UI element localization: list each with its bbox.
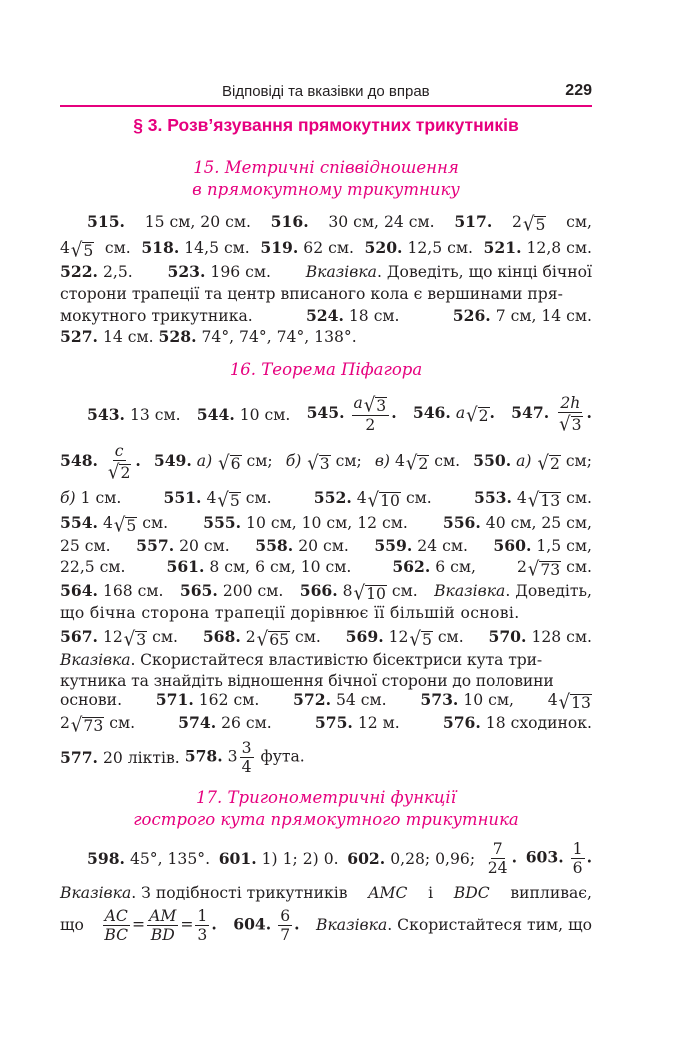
- answer-item: 548. c √ 2 .: [60, 442, 141, 484]
- answer-item: 554. 4 √ 5 см.: [60, 513, 169, 537]
- fraction: 2h √ 3: [559, 394, 582, 436]
- math-term: AMC: [368, 884, 408, 902]
- answer-item: 553. 4 √ 13 см.: [473, 488, 592, 512]
- answer-item: 598. 45°, 135°.: [87, 848, 211, 868]
- answer-line: [60, 581, 592, 603]
- answer-item: 604. $\frac{6}{7}$ .: [233, 906, 300, 944]
- subsection-16-title: 16. Теорема Піфагора: [229, 360, 423, 379]
- answer-item: б) 1 см.: [60, 489, 122, 507]
- answer-line: [60, 735, 592, 779]
- text-fragment: що: [60, 916, 84, 934]
- answer-value: 2 √ 5: [512, 212, 546, 236]
- answer-item: 558. 20 см.: [255, 536, 349, 555]
- answer-number: 516.: [270, 212, 309, 231]
- answer-line: [60, 488, 592, 510]
- running-header: [60, 80, 592, 104]
- answer-item: 573. 10 см,: [420, 690, 514, 709]
- answer-item: 518. 14,5 см.: [141, 238, 250, 257]
- answer-item: 549. а) √ 6 см;: [153, 451, 273, 475]
- math-expression: $\frac{AC}{BC}$ = $\frac{AM}{BD}$ = $\frac{1}{3}$ .: [104, 906, 217, 944]
- answer-item: 576. 18 сходинок.: [442, 713, 592, 732]
- answer-line: [60, 627, 592, 649]
- answer-item: 524. 18 см.: [305, 306, 400, 325]
- answer-line: [60, 903, 592, 947]
- text-line: кутника та знайдіть відношення бічної сторони до половини: [60, 672, 554, 690]
- section-title: § 3. Розв’язування прямокутних трикутників: [133, 115, 519, 135]
- hint-text: Вказівка. Доведіть,: [434, 582, 592, 600]
- subsection-17-title-line1: 17. Тригонометричні функції: [196, 788, 456, 807]
- answer-line: [60, 392, 592, 436]
- answer-item: 515.: [87, 212, 125, 231]
- fraction: $\frac{AM}{BD}$: [149, 906, 177, 944]
- answer-value: 4 √ 5: [60, 238, 94, 262]
- answer-item: 601. 1) 1; 2) 0.: [218, 848, 339, 868]
- answer-line: [60, 212, 592, 234]
- subsection-15-title: [60, 157, 592, 201]
- fraction: $\frac{3}{4}$: [241, 738, 252, 776]
- text-fragment: випливає,: [510, 884, 592, 902]
- answer-item: 578. 3 $\frac{3}{4}$ фута.: [184, 738, 305, 776]
- answer-item: 552. 4 √ 10 см.: [313, 488, 432, 512]
- answer-item: 546. a √ 2 .: [412, 403, 495, 427]
- answer-item: б) √ 3 см;: [285, 451, 362, 475]
- hint-text: Вказівка. Доведіть, що кінці бічної: [305, 263, 592, 281]
- hint-text: Вказівка. Скористайтеся властивістю бісектриси кута три-: [60, 651, 543, 669]
- page-number: 229: [565, 82, 592, 99]
- text-fragment: основи.: [60, 691, 123, 709]
- answer-item: 551. 4 √ 5 см.: [163, 488, 272, 512]
- subsection-17-title-line2: гострого кута прямокутного трикутника: [133, 810, 519, 829]
- fraction: $\frac{6}{7}$: [280, 906, 291, 944]
- answer-value: 22,5 см.: [60, 558, 126, 576]
- text-line: сторони трапеції та центр вписаного кола є вершинами пря-: [60, 285, 563, 303]
- answer-unit: см,: [566, 213, 592, 231]
- answer-item: 564. 168 см.: [60, 581, 164, 600]
- answer-item: 570. 128 см.: [488, 627, 592, 646]
- fraction: a √ 3 2: [352, 394, 390, 434]
- answer-number: 517.: [454, 212, 493, 231]
- answer-item: 569. 12 √ 5 см.: [345, 627, 464, 651]
- answer-item: 560. 1,5 см,: [493, 536, 592, 555]
- answer-item: 522. 2,5.: [60, 262, 133, 281]
- answer-line: [60, 262, 592, 281]
- answer-line: 527. 14 см. 528. 74°, 74°, 74°, 138°.: [60, 327, 357, 346]
- answer-line: [60, 884, 592, 902]
- fraction: c √ 2: [107, 442, 131, 484]
- answer-value: 2 √ 73 см.: [516, 557, 592, 581]
- answer-item: в) 4 √ 2 см.: [374, 451, 461, 475]
- math-term: BDC: [453, 884, 490, 902]
- answer-item: 572. 54 см.: [293, 690, 387, 709]
- header-rule: [60, 105, 592, 107]
- answer-item: 550. а) √ 2 см;: [473, 451, 592, 475]
- text-fragment: мокутного трикутника.: [60, 307, 253, 325]
- answer-value: $\frac{7}{24}$ .: [487, 839, 518, 877]
- answer-item: 566. 8 √ 10 см.: [299, 581, 418, 605]
- answer-item: 574. 26 см.: [178, 713, 272, 732]
- answer-item: 557. 20 см.: [136, 536, 230, 555]
- answer-item: 562. 6 см,: [392, 557, 476, 576]
- answer-item: 556. 40 см, 25 см,: [442, 513, 592, 532]
- answer-line: [60, 440, 592, 484]
- answer-line: [60, 690, 592, 712]
- answer-item: 526. 7 см, 14 см.: [452, 306, 592, 325]
- answer-item: 577. 20 ліктів.: [60, 747, 180, 767]
- answer-line: [60, 536, 592, 555]
- answer-item: 545. a √ 3 2 .: [306, 393, 397, 434]
- answer-item: 561. 8 см, 6 см, 10 см.: [166, 557, 352, 576]
- answer-item: 575. 12 м.: [314, 713, 400, 732]
- answer-item: 571. 162 см.: [155, 690, 260, 709]
- hint-text: Вказівка. Скористайтеся тим, що: [316, 916, 592, 934]
- answer-line: [60, 513, 592, 535]
- text-line: що бічна сторона трапеції дорівнює її більшій основі.: [60, 604, 520, 622]
- answer-item: 603. $\frac{1}{6}$ .: [525, 839, 592, 877]
- answer-item: 565. 200 см.: [179, 581, 284, 600]
- answer-value: 15 см, 20 см.: [144, 213, 251, 231]
- answer-line: [60, 306, 592, 325]
- fraction: $\frac{7}{24}$: [487, 839, 508, 877]
- fraction: $\frac{1}{3}$: [197, 906, 208, 944]
- answer-line: [60, 238, 592, 260]
- subsection-17-title: [60, 787, 592, 831]
- answer-item: 559. 24 см.: [374, 536, 468, 555]
- answer-item: 520. 12,5 см.: [364, 238, 473, 257]
- hint-text: Вказівка. З подібності трикутників: [60, 884, 348, 902]
- answer-item: 568. 2 √ 65 см.: [202, 627, 321, 651]
- answer-item: 544. 10 см.: [196, 404, 291, 424]
- text-fragment: і: [428, 884, 434, 902]
- answer-value: 30 см, 24 см.: [328, 213, 435, 231]
- answer-item: 523. 196 см.: [167, 262, 271, 281]
- answer-line: [60, 557, 592, 579]
- answer-item: 567. 12 √ 3 см.: [60, 627, 178, 651]
- answer-value: 2 √ 73 см.: [60, 713, 136, 737]
- answer-value: 25 см.: [60, 537, 111, 555]
- answer-item: 543. 13 см.: [87, 404, 181, 424]
- answer-unit: см.: [104, 239, 131, 257]
- answer-item: 555. 10 см, 10 см, 12 см.: [203, 513, 408, 532]
- subsection-15-title-line1: 15. Метричні співвідношення: [193, 158, 459, 177]
- fraction: $\frac{1}{6}$: [572, 839, 583, 877]
- answer-line: [60, 836, 592, 880]
- answer-value: 4 √ 13: [547, 690, 591, 714]
- answer-item: 602. 0,28; 0,96;: [347, 848, 476, 868]
- running-head: Відповіді та вказівки до вправ: [222, 83, 430, 100]
- answer-item: 521. 12,8 см.: [483, 238, 592, 257]
- answer-item: 519. 62 см.: [260, 238, 354, 257]
- fraction: $\frac{AC}{BC}$: [104, 906, 129, 944]
- subsection-15-title-line2: в прямокутному трикутнику: [192, 180, 460, 199]
- answer-item: 547. 2h √ 3 .: [511, 394, 592, 436]
- answer-line: [60, 713, 592, 735]
